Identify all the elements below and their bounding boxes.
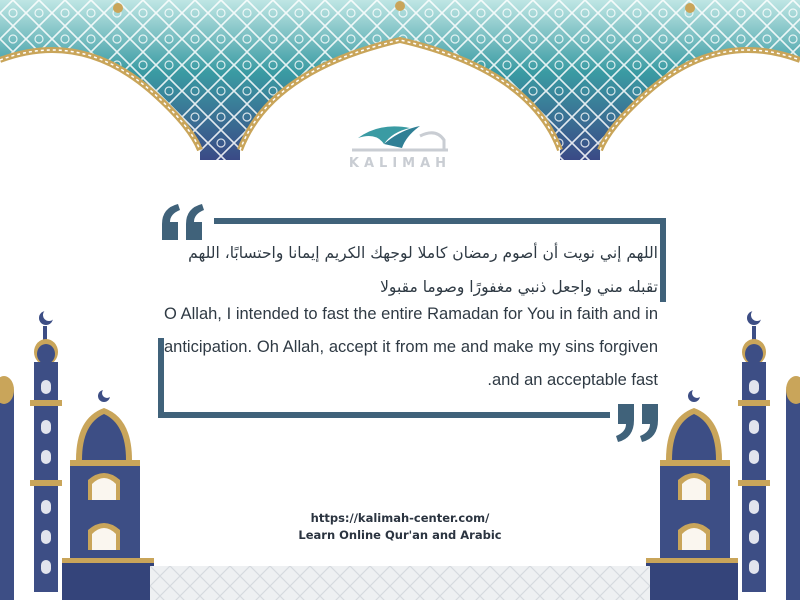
logo-wordmark: KALIMAH <box>348 156 452 171</box>
frame-bottom <box>158 412 610 418</box>
mosque-right-illustration <box>640 300 800 600</box>
floor-pattern <box>0 566 800 600</box>
logo-mark-icon <box>340 118 460 158</box>
footer <box>250 510 550 544</box>
kalimah-logo <box>340 118 460 178</box>
english-translation-text: O Allah, I intended to fast the entire Ramadan for You in faith and in anticipation. Oh Allah, accept it from me and make my sins forgiven and an acceptable fast. <box>164 305 658 389</box>
frame-right <box>660 218 666 302</box>
website-url-link[interactable]: https://kalimah-center.com/ <box>310 511 490 525</box>
footer-tagline: Learn Online Qur'an and Arabic <box>298 528 502 542</box>
arabic-dua-text: اللهم إني نويت أن أصوم رمضان كاملا لوجهك الكريم إيمانا واحتسابًا، اللهم تقبله مني واجعل ذنبي مغفورًا وصوما مقبولا <box>188 244 658 296</box>
frame-top <box>214 218 666 224</box>
mosque-left-illustration <box>0 300 160 600</box>
